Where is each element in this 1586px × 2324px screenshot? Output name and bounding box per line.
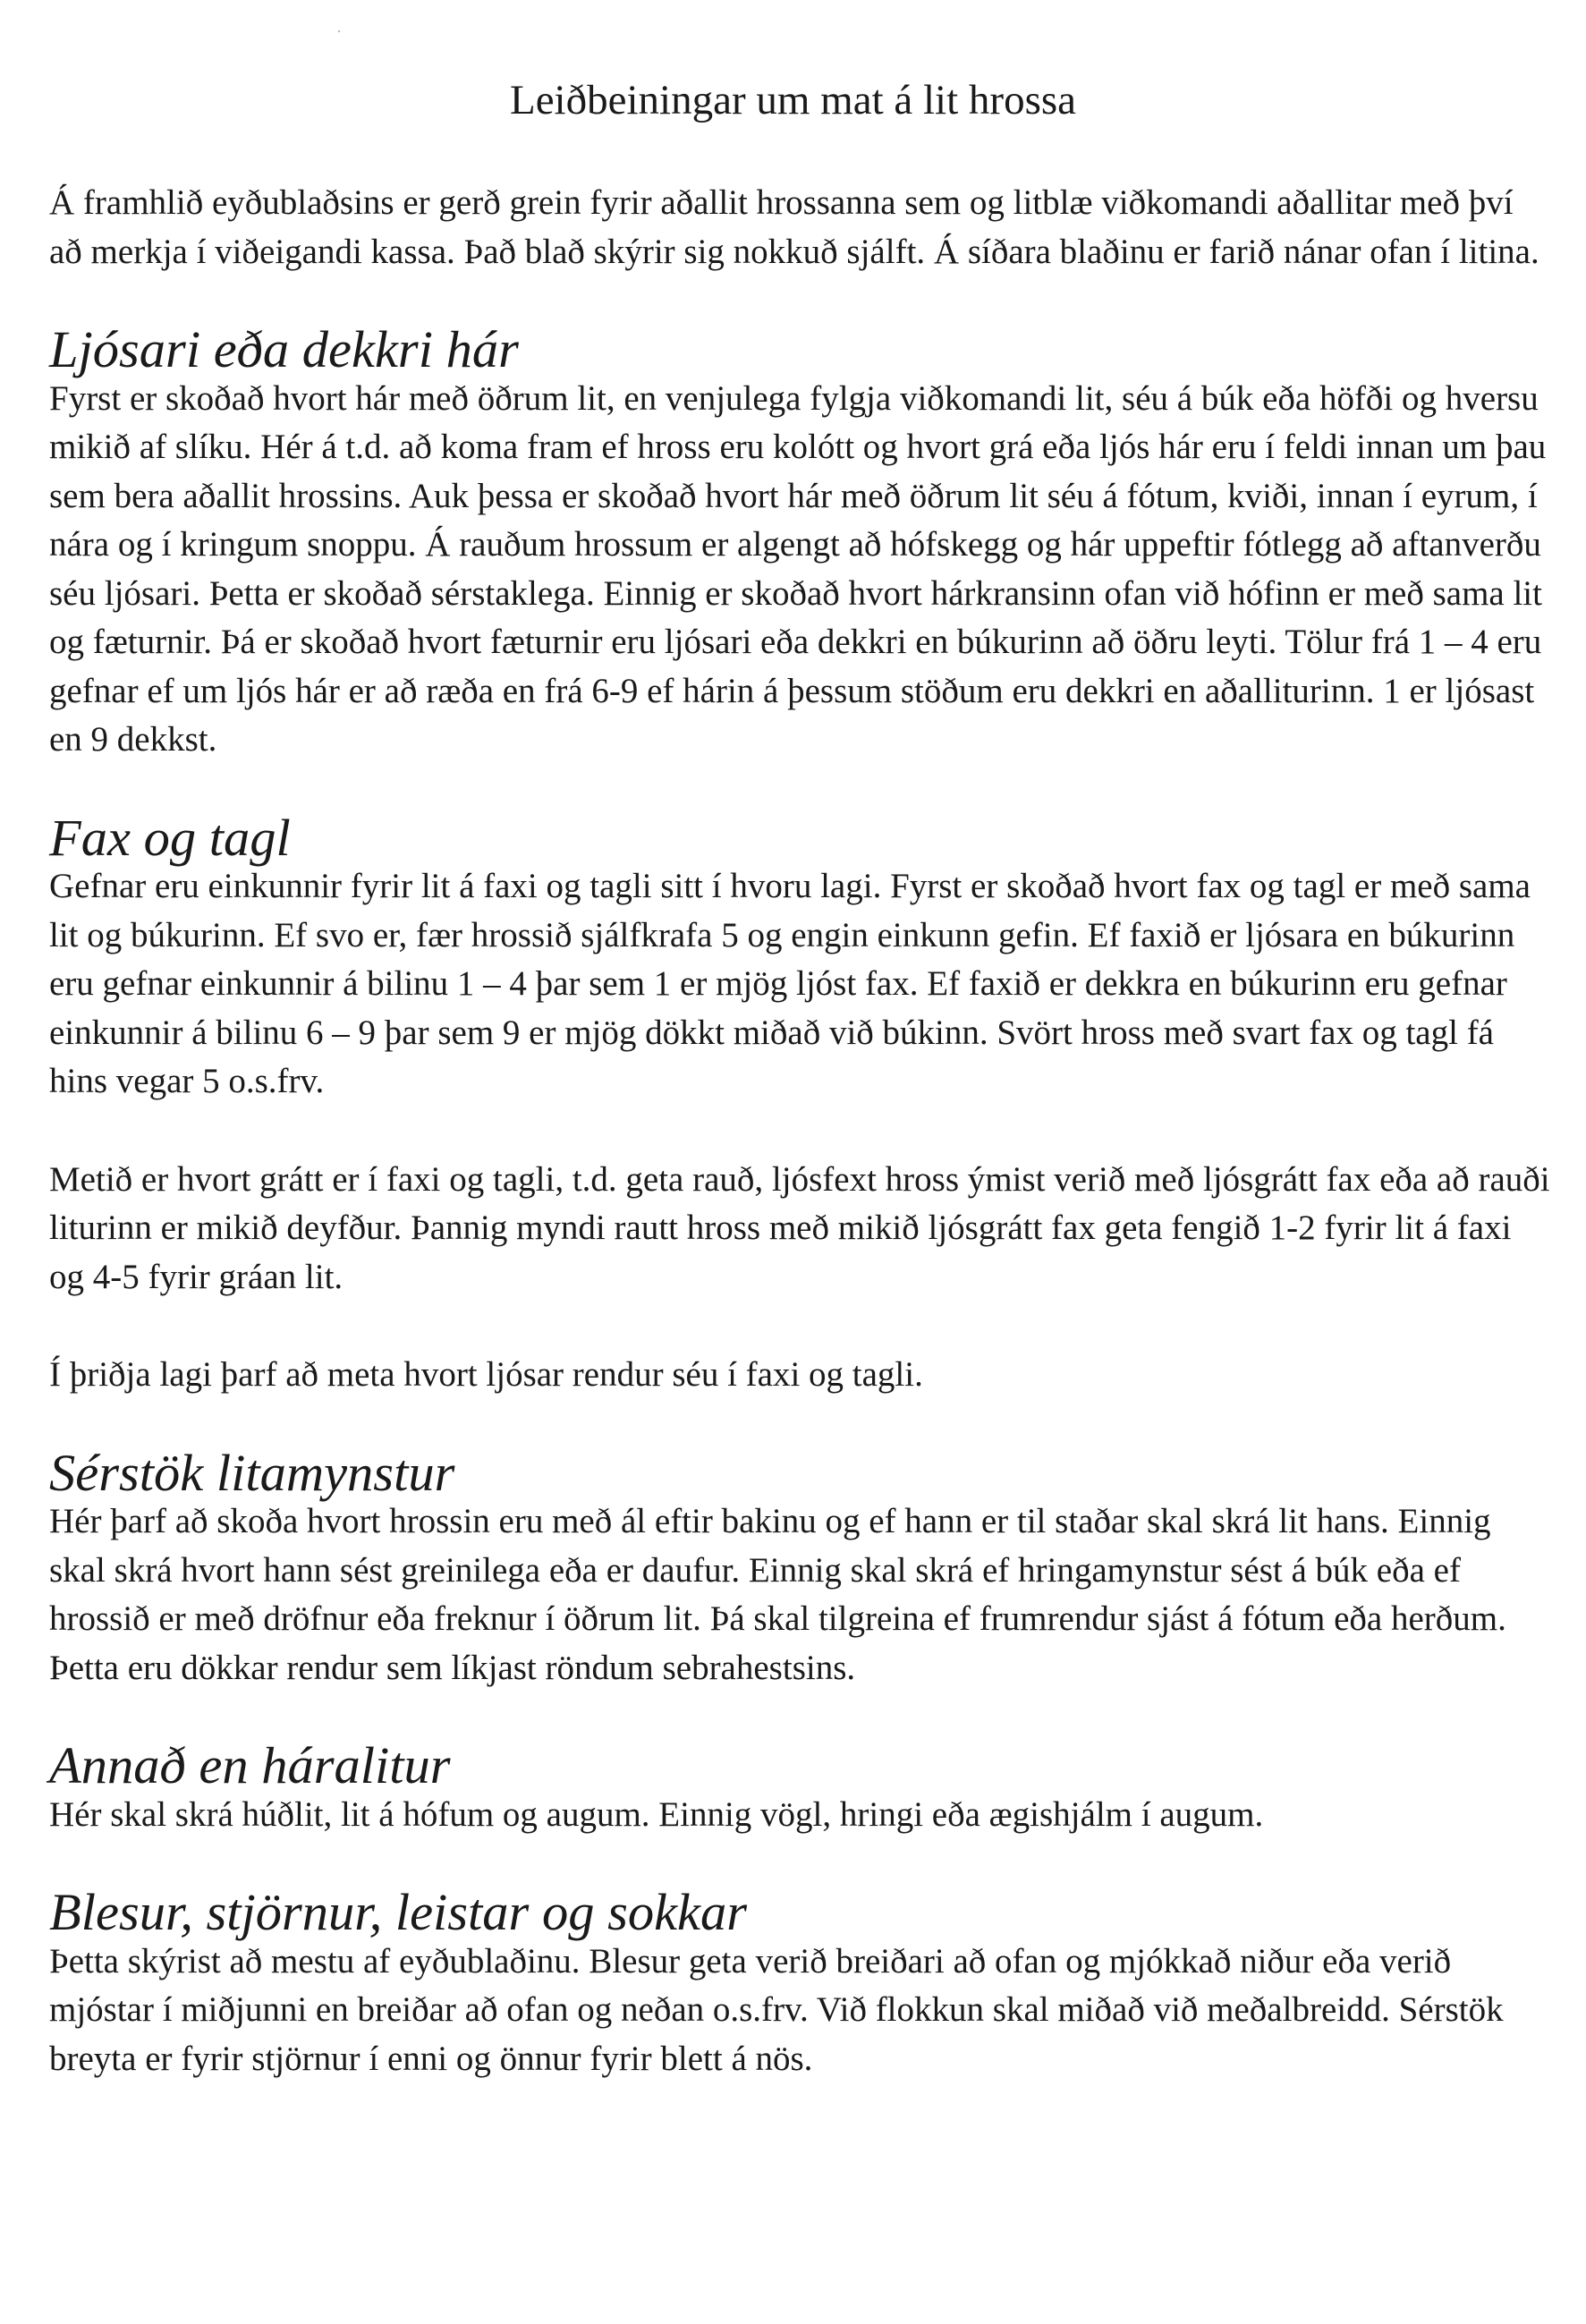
section-heading: Ljósari eða dekkri hár: [49, 320, 519, 378]
section-body: [49, 375, 1552, 765]
section-blazes-stars-socks: [49, 1883, 1552, 2083]
body-paragraph: Þetta skýrist að mestu af eyðublaðinu. Blesur geta verið breiðari að ofan og mjókkað niður eða verið mjóstar í miðjunni en breiðar að ofan og neðan o.s.frv. Við flokkun skal miðað við meðalbreidd. Sérstök breyta er fyrir stjörnur í enni og önnur fyrir blett á nös.: [49, 1941, 1504, 2078]
section-body: [49, 862, 1552, 1400]
body-paragraph: Fyrst er skoðað hvort hár með öðrum lit, en venjulega fylgja viðkomandi lit, séu á búk eða höfði og hversu mikið af slíku. Hér á t.d. að koma fram ef hross eru kolótt og hvort grá eða ljós hár eru í feldi innan um þau sem bera aðallit hrossins. Auk þessa er skoðað hvort hár með öðrum lit séu á fótum, kviði, innan í eyrum, í nára og í kringum snoppu. Á rauðum hrossum er algengt að hófskegg og hár uppeftir fótlegg að aftanverðu séu ljósari. Þetta er skoðað sérstaklega. Einnig er skoðað hvort hárkransinn ofan við hófinn er með sama lit og fæturnir. Þá er skoðað hvort fæturnir eru ljósari eða dekkri en búkurinn að öðru leyti. Tölur frá 1 – 4 eru gefnar ef um ljós hár er að ræða en frá 6-9 ef hárin á þessum stöðum eru dekkri en aðalliturinn. 1 er ljósast en 9 dekkst.: [49, 378, 1547, 759]
body-paragraph: Hér skal skrá húðlit, lit á hófum og augum. Einnig vögl, hringi eða ægishjálm í augum.: [49, 1794, 1264, 1834]
body-paragraph: Í þriðja lagi þarf að meta hvort ljósar rendur séu í faxi og tagli.: [49, 1355, 923, 1394]
document-body: [49, 179, 1552, 2083]
section-other-than-hair-color: [49, 1736, 1552, 1839]
section-heading: Sérstök litamynstur: [49, 1443, 455, 1502]
section-heading: Blesur, stjörnur, leistar og sokkar: [49, 1883, 748, 1941]
body-paragraph: Metið er hvort grátt er í faxi og tagli, t.d. geta rauð, ljósfext hross ýmist verið með ljósgrátt fax eða að rauði liturinn er mikið deyfður. Þannig myndi rautt hross með mikið ljósgrátt fax geta fengið 1-2 fyrir lit á faxi og 4-5 fyrir gráan lit.: [49, 1159, 1550, 1296]
section-lighter-darker-hair: [49, 320, 1552, 765]
section-special-patterns: [49, 1443, 1552, 1693]
section-heading: Annað en háralitur: [49, 1736, 451, 1794]
section-heading: Fax og tagl: [49, 808, 291, 867]
intro-paragraph: Á framhlið eyðublaðsins er gerð grein fyrir aðallit hrossanna sem og litblæ viðkomandi aðallitar með því að merkja í viðeigandi kassa. Það blað skýrir sig nokkuð sjálft. Á síðara blaðinu er farið nánar ofan í litina.: [49, 183, 1539, 271]
section-mane-and-tail: [49, 808, 1552, 1400]
section-body: [49, 1791, 1552, 1840]
body-paragraph: Hér þarf að skoða hvort hrossin eru með ál eftir bakinu og ef hann er til staðar skal skrá lit hans. Einnig skal skrá hvort hann sést greinilega eða er daufur. Einnig skal skrá ef hringamynstur sést á búk eða ef hrossið er með dröfnur eða freknur í öðrum lit. Þá skal tilgreina ef frumrendur sjást á fótum eða herðum. Þetta eru dökkar rendur sem líkjast röndum sebrahestsins.: [49, 1502, 1506, 1687]
scan-speck: [338, 30, 340, 32]
section-body: [49, 1497, 1552, 1692]
page-title: Leiðbeiningar um mat á lit hrossa: [509, 77, 1077, 123]
body-paragraph: Gefnar eru einkunnir fyrir lit á faxi og tagli sitt í hvoru lagi. Fyrst er skoðað hvort fax og tagl er með sama lit og búkurinn. Ef svo er, fær hrossið sjálfkrafa 5 og engin einkunn gefin. Ef faxið er ljósara en búkurinn eru gefnar einkunnir á bilinu 1 – 4 þar sem 1 er mjög ljóst fax. Ef faxið er dekkra en búkurinn eru gefnar einkunnir á bilinu 6 – 9 þar sem 9 er mjög dökkt miðað við búkinn. Svört hross með svart fax og tagl fá hins vegar 5 o.s.frv.: [49, 867, 1531, 1100]
section-body: [49, 1938, 1552, 2084]
